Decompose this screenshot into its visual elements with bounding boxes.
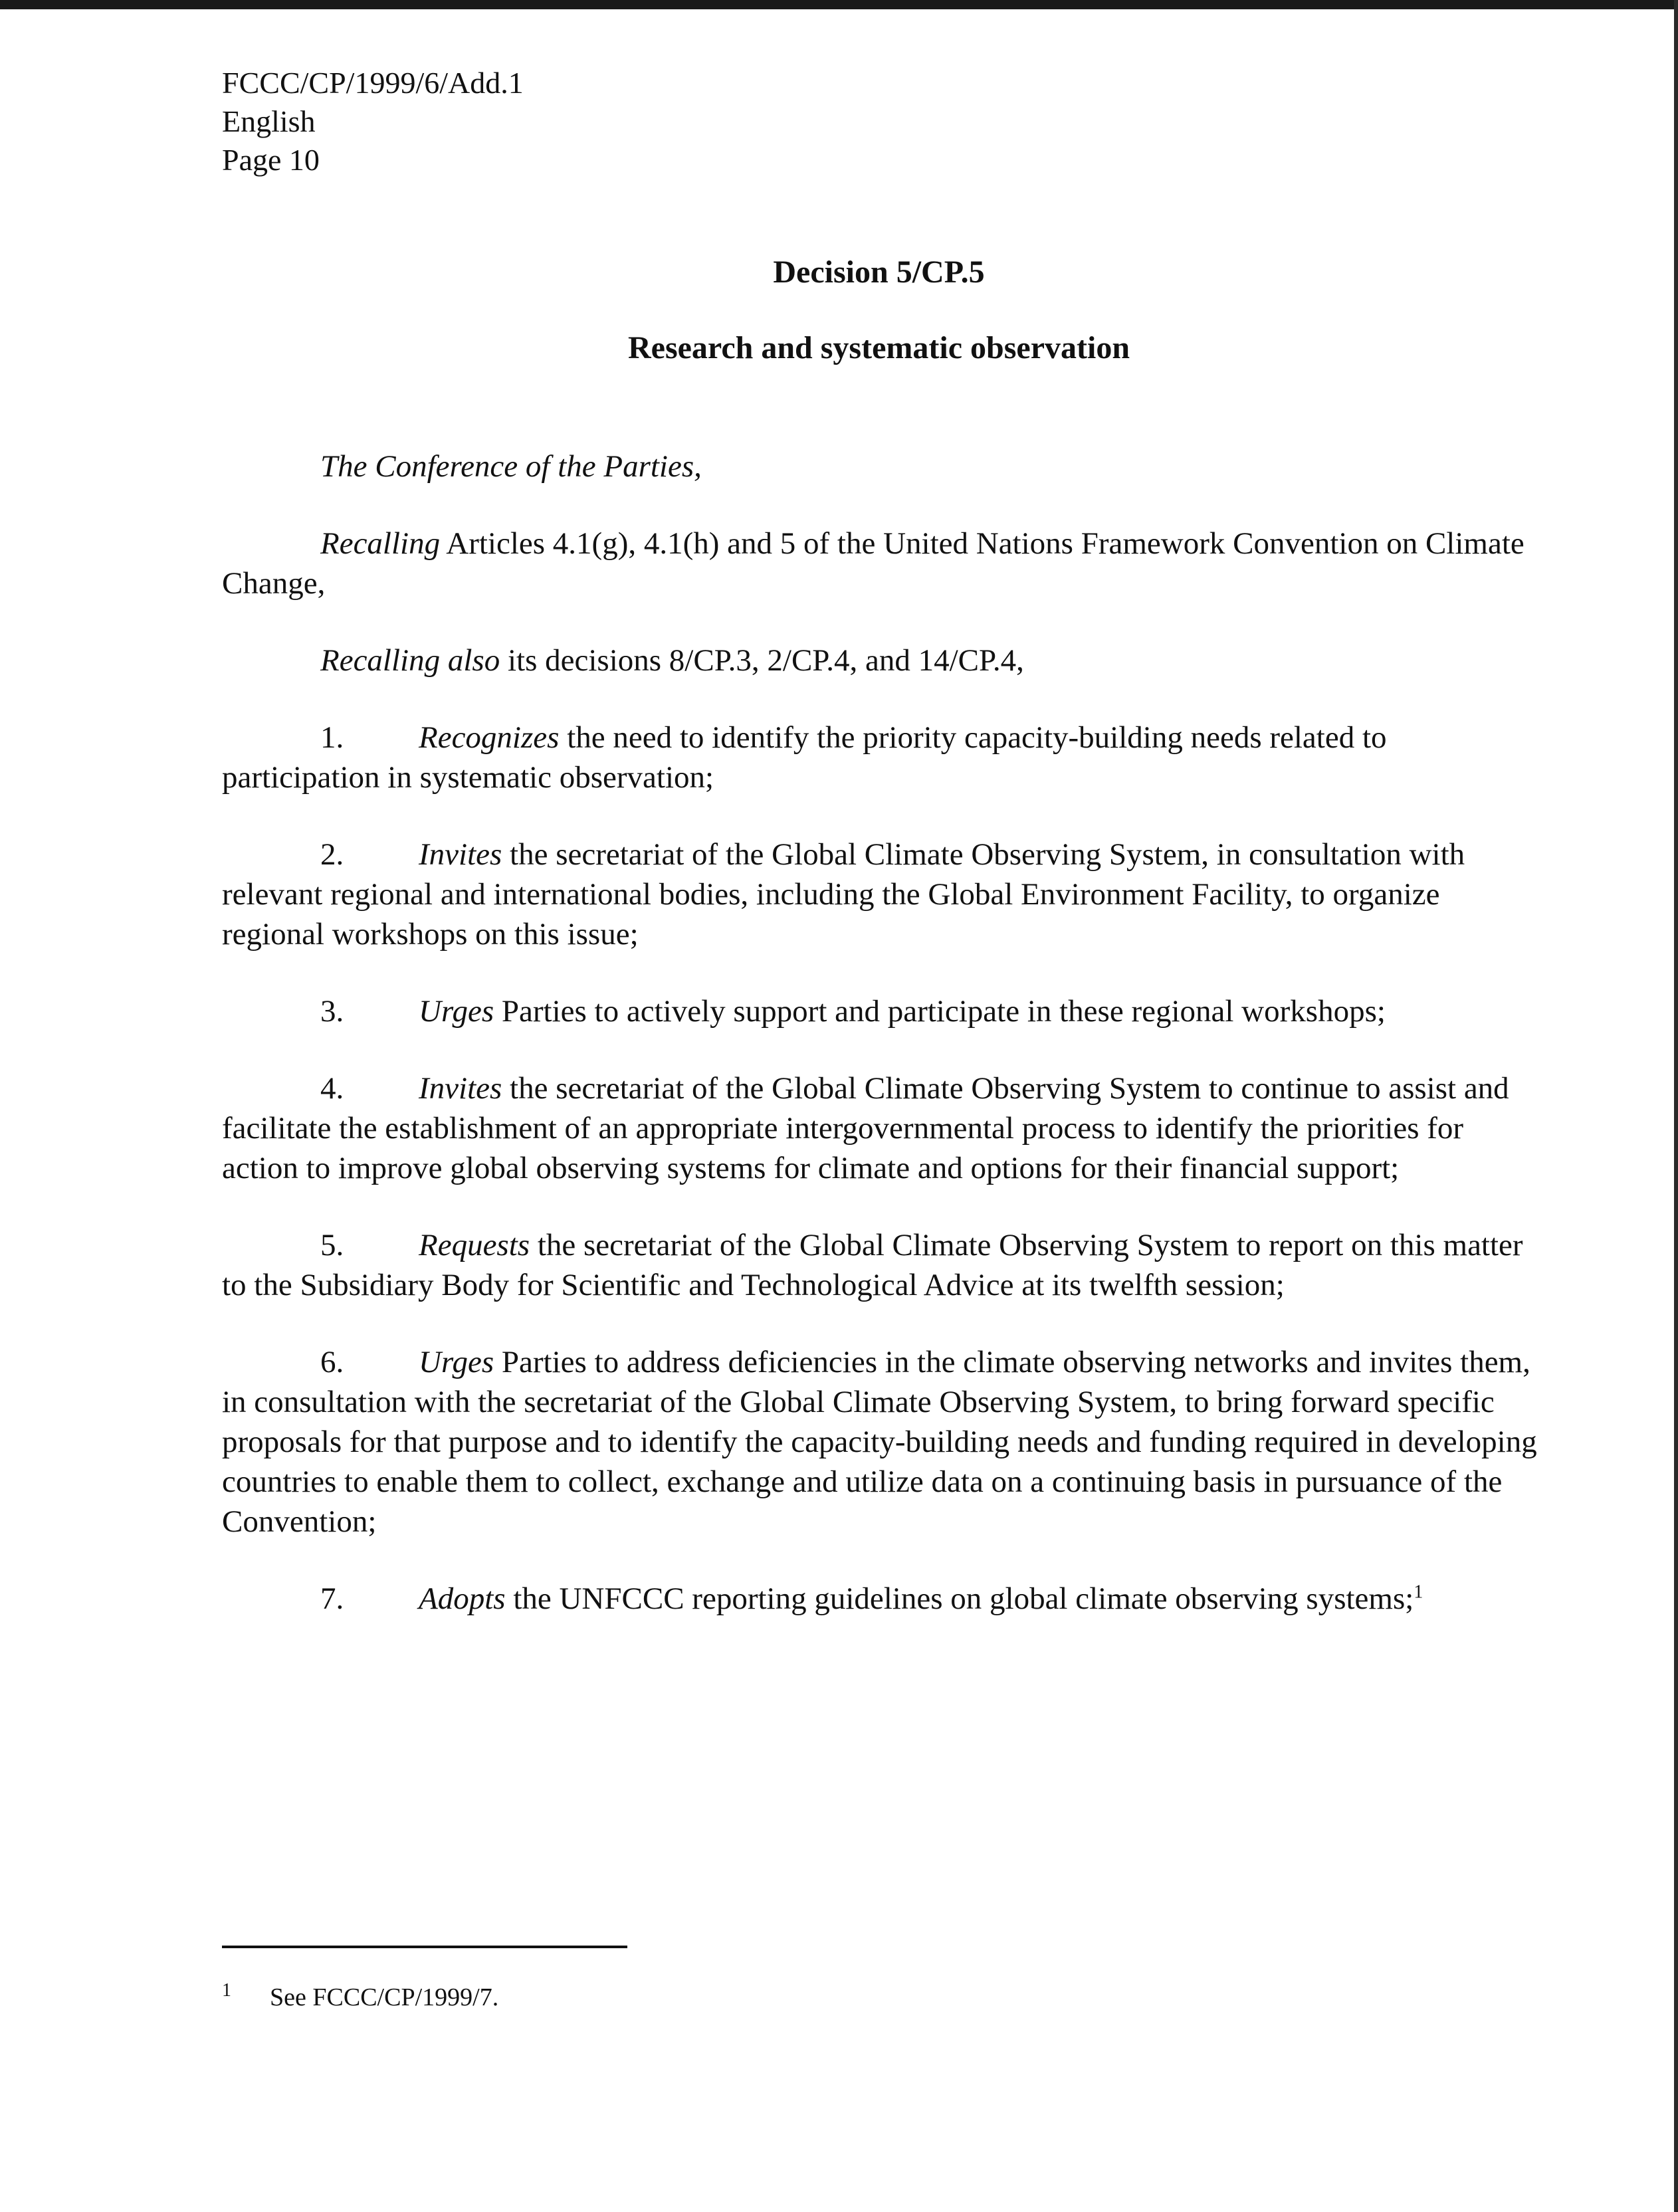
paragraph-verb: Invites xyxy=(419,1071,502,1106)
paragraph-text: the secretariat of the Global Climate Observing System to report on this matter to the Subsidiary Body for Scientific and Technological Advice at its twelfth session; xyxy=(222,1228,1523,1302)
footnote-reference[interactable]: 1 xyxy=(1414,1581,1423,1603)
paragraph-verb: Invites xyxy=(419,837,502,872)
paragraph-number: 3. xyxy=(320,994,344,1029)
document-language: English xyxy=(222,104,316,138)
footnote xyxy=(222,1980,499,2012)
paragraph-verb: Adopts xyxy=(419,1581,506,1616)
recalling-also-verb: Recalling also xyxy=(320,643,500,678)
paragraph-verb: Urges xyxy=(419,994,494,1029)
document-body xyxy=(222,447,1544,1656)
paragraph-number: 2. xyxy=(320,837,344,872)
page-number: Page 10 xyxy=(222,143,320,177)
decision-title: Decision 5/CP.5 xyxy=(773,254,985,290)
footnote-separator xyxy=(222,1946,627,1948)
operative-paragraph-3 xyxy=(222,991,1544,1031)
operative-paragraph-6 xyxy=(222,1342,1544,1542)
decision-subject: Research and systematic observation xyxy=(627,330,1130,365)
document-symbol: FCCC/CP/1999/6/Add.1 xyxy=(222,66,524,100)
recalling-verb: Recalling xyxy=(320,526,441,561)
paragraph-number: 1. xyxy=(320,720,344,755)
operative-paragraph-4 xyxy=(222,1068,1544,1188)
paragraph-verb: Requests xyxy=(419,1228,530,1262)
preamble-recalling-also xyxy=(222,641,1544,680)
paragraph-text: the secretariat of the Global Climate Observing System, in consultation with relevant regional and international bodies, including the Global Environment Facility, to organize regional workshops on this issue; xyxy=(222,837,1465,952)
operative-paragraph-7 xyxy=(222,1579,1544,1619)
preamble-recalling xyxy=(222,524,1544,603)
paragraph-text: the need to identify the priority capacity-building needs related to participation in systematic observation; xyxy=(222,720,1387,795)
preamble-conference xyxy=(222,447,1544,486)
footnote-mark: 1 xyxy=(222,1980,231,2001)
paragraph-text: Parties to address deficiencies in the climate observing networks and invites them, in consultation with the secretariat of the Global Climate Observing System, to bring forward specific proposals for that purpose and to identify the capacity-building needs and funding required in developing countries to enable them to collect, exchange and utilize data on a continuing basis in pursuance of the Convention; xyxy=(222,1345,1537,1539)
paragraph-number: 6. xyxy=(320,1345,344,1379)
paragraph-text: the UNFCCC reporting guidelines on global climate observing systems; xyxy=(505,1581,1414,1616)
footnote-text: See FCCC/CP/1999/7. xyxy=(270,1983,499,2011)
paragraph-verb: Urges xyxy=(419,1345,494,1379)
paragraph-text: the secretariat of the Global Climate Observing System to continue to assist and facilitate the establishment of an appropriate intergovernmental process to identify the priorities for action to improve global observing systems for climate and options for their financial support; xyxy=(222,1071,1509,1185)
conference-text: The Conference of the Parties, xyxy=(320,449,702,484)
operative-paragraph-2 xyxy=(222,835,1544,954)
paragraph-text: Parties to actively support and participate in these regional workshops; xyxy=(494,994,1386,1029)
paragraph-number: 7. xyxy=(320,1581,344,1616)
operative-paragraph-1 xyxy=(222,718,1544,797)
recalling-also-text: its decisions 8/CP.3, 2/CP.4, and 14/CP.4, xyxy=(500,643,1024,678)
paragraph-number: 4. xyxy=(320,1071,344,1106)
document-header xyxy=(222,64,524,179)
paragraph-verb: Recognizes xyxy=(419,720,560,755)
paragraph-number: 5. xyxy=(320,1228,344,1262)
recalling-text: Articles 4.1(g), 4.1(h) and 5 of the United Nations Framework Convention on Climate Change, xyxy=(222,526,1524,601)
operative-paragraph-5 xyxy=(222,1225,1544,1305)
